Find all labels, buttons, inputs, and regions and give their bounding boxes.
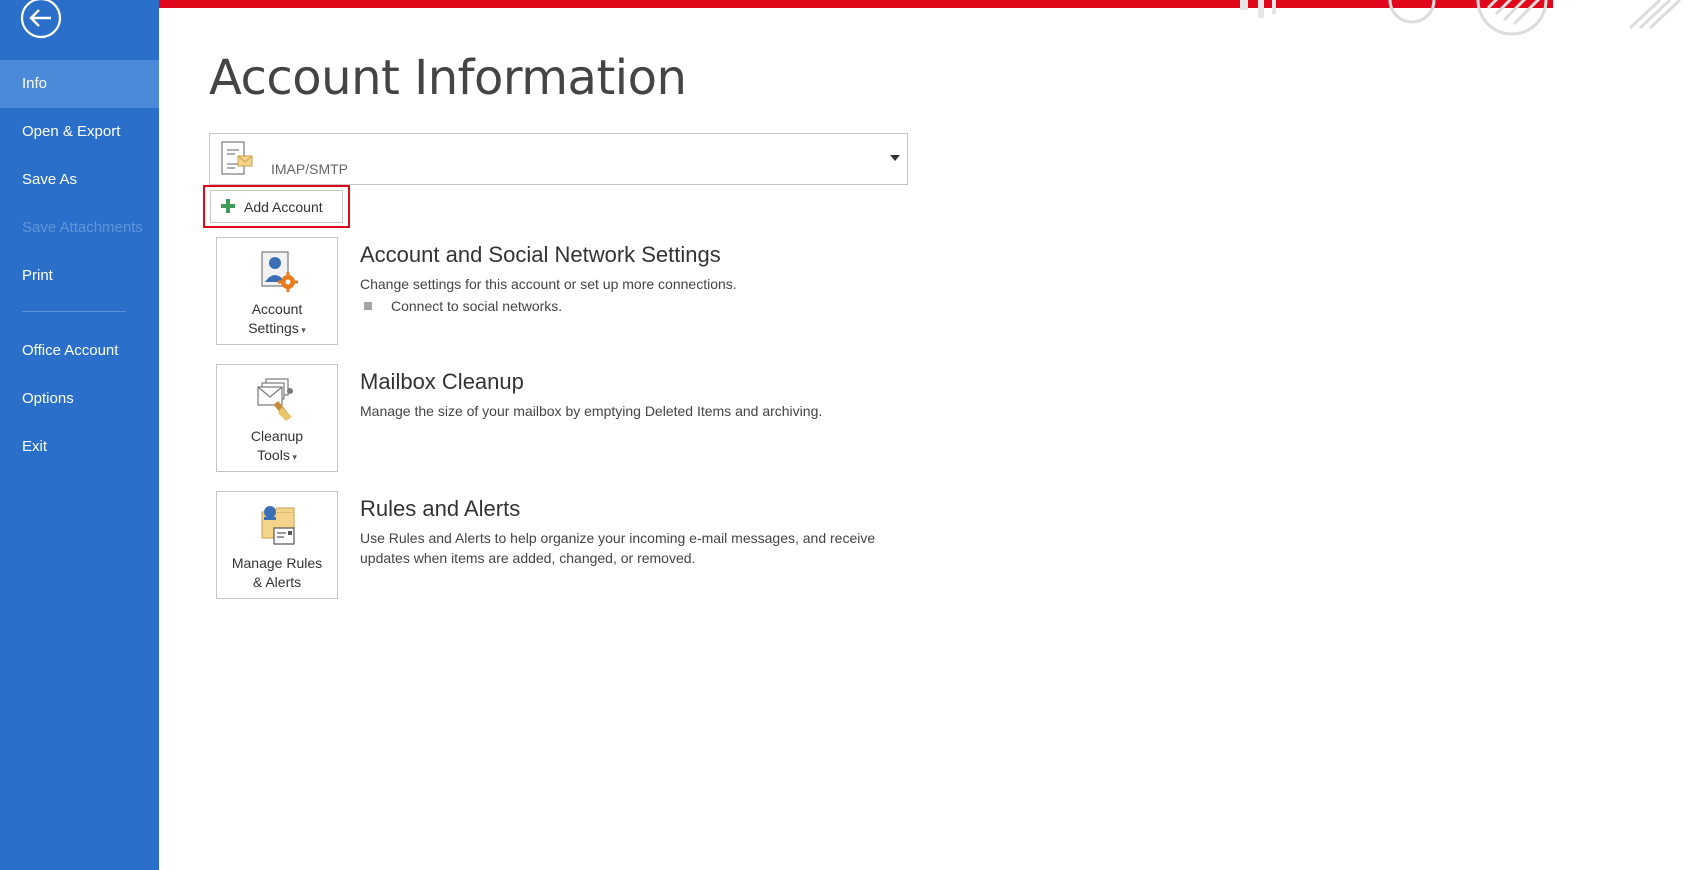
section-desc-mailbox-cleanup: Manage the size of your mailbox by emptying Deleted Items and archiving.: [360, 403, 823, 419]
section-title-rules-alerts: Rules and Alerts: [360, 496, 521, 521]
add-account-highlight: [203, 185, 350, 228]
rules-alerts-icon: [256, 504, 300, 548]
nav-save-attachments: Save Attachments: [22, 219, 143, 236]
nav-office-account[interactable]: Office Account: [22, 342, 119, 359]
section-desc-account-settings: Change settings for this account or set up more connections.: [360, 276, 737, 292]
account-settings-label: Account Settings ▾: [248, 301, 306, 336]
nav-open-export[interactable]: Open & Export: [22, 123, 121, 140]
dropdown-arrow-icon: ▾: [298, 325, 306, 335]
plus-icon: [221, 199, 235, 213]
nav-divider: [22, 311, 126, 312]
nav-print[interactable]: Print: [22, 267, 53, 284]
add-account-label: Add Account: [244, 199, 323, 215]
section-title-account-settings: Account and Social Network Settings: [360, 242, 721, 267]
account-selector-dropdown[interactable]: [209, 133, 908, 185]
account-settings-button[interactable]: [216, 237, 338, 345]
account-selector-value: IMAP/SMTP: [271, 161, 349, 177]
connect-social-networks-link[interactable]: Connect to social networks.: [391, 298, 563, 314]
dropdown-arrow-icon: ▾: [289, 452, 297, 462]
back-arrow-icon: [18, 0, 64, 40]
chevron-down-icon: [890, 155, 900, 161]
cleanup-tools-icon: [256, 377, 300, 421]
nav-exit[interactable]: Exit: [22, 438, 48, 455]
manage-rules-alerts-button[interactable]: [216, 491, 338, 599]
cleanup-tools-label: Cleanup Tools ▾: [250, 428, 304, 463]
nav-options[interactable]: Options: [22, 390, 74, 407]
page-title: Account Information: [209, 50, 687, 106]
backstage-sidebar: [0, 0, 159, 870]
section-title-mailbox-cleanup: Mailbox Cleanup: [360, 369, 524, 394]
section-desc-rules-alerts: Use Rules and Alerts to help organize your incoming e-mail messages, and receive updates when items are added, changed, or removed.: [360, 530, 876, 566]
account-settings-icon: [256, 250, 300, 294]
email-account-icon: [220, 140, 254, 178]
nav-info[interactable]: Info: [0, 60, 159, 108]
manage-rules-alerts-label: Manage Rules & Alerts: [231, 555, 323, 590]
nav-save-as[interactable]: Save As: [22, 171, 78, 188]
bullet-marker: [364, 302, 372, 310]
office-background-pattern: [1140, 0, 1696, 40]
cleanup-tools-button[interactable]: [216, 364, 338, 472]
add-account-button[interactable]: [210, 190, 343, 223]
back-button[interactable]: [18, 0, 64, 40]
